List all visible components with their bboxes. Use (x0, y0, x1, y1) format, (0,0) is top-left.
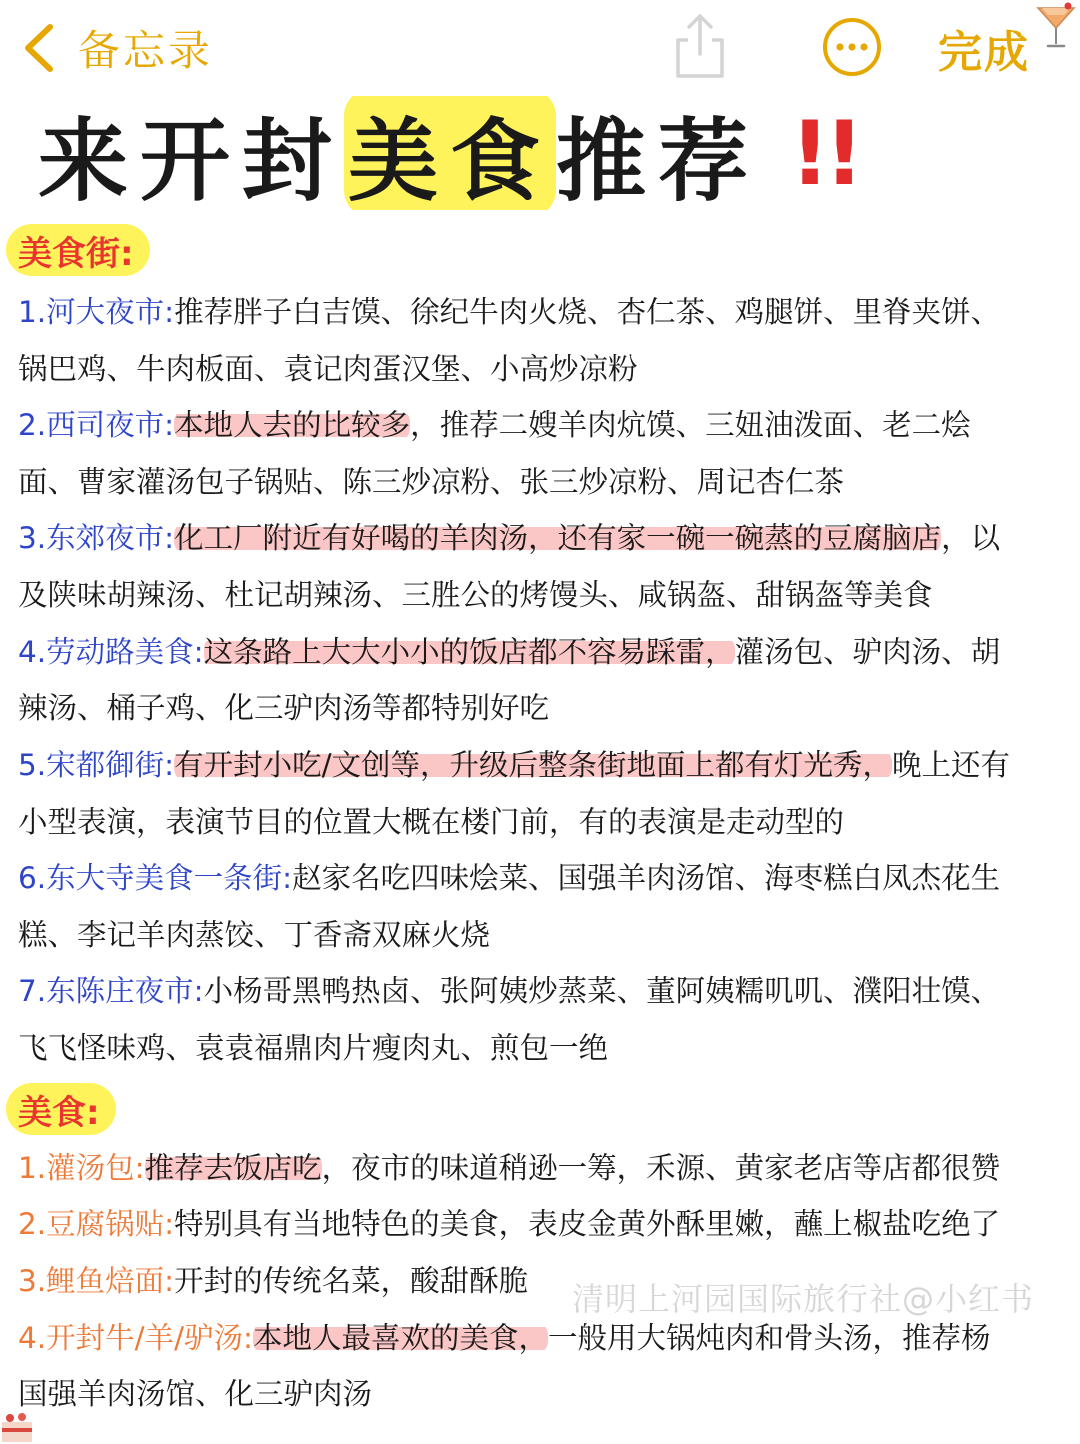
item-label: 3.鲤鱼焙面: (18, 1264, 175, 1298)
item-text: 特别具有当地特色的美食，表皮金黄外酥里嫩，蘸上椒盐吃绝了 (174, 1207, 1001, 1241)
item-label: 5.宋都御街: (18, 748, 175, 782)
section-header-food-streets: 美食街: (6, 224, 150, 276)
list-item (18, 966, 1000, 1016)
page-title (38, 98, 859, 214)
item-label: 7.东陈庄夜市: (18, 974, 204, 1008)
item-text: ，以 (941, 521, 1001, 555)
title-exclaim: !! (790, 101, 859, 205)
list-item (18, 287, 1000, 337)
list-item (18, 853, 1000, 903)
item-text: 锅巴鸡、牛肉板面、袁记肉蛋汉堡、小高炒凉粉 (18, 352, 638, 386)
item-mark: 化工厂附近有好喝的羊肉汤，还有家一碗一碗蒸的豆腐脑店 (174, 521, 942, 555)
list-item (18, 910, 490, 960)
item-text: 及陕味胡辣汤、杜记胡辣汤、三胜公的烤馒头、咸锅盔、甜锅盔等美食 (18, 578, 933, 612)
list-item (18, 1199, 1000, 1249)
item-label: 1.河大夜市: (18, 295, 175, 329)
list-item (18, 1256, 528, 1306)
item-label: 4.开封牛/羊/驴汤: (18, 1321, 253, 1355)
list-item (18, 344, 638, 394)
nav-bar (0, 0, 1080, 96)
title-part2: 推荐 (556, 109, 760, 214)
section-header-foods: 美食: (6, 1083, 116, 1135)
watermark: 清明上河园国际旅行社@小红书 (572, 1280, 1035, 1318)
item-label: 4.劳动路美食: (18, 635, 204, 669)
list-item (18, 683, 549, 733)
item-text: 晚上还有 (892, 748, 1011, 782)
more-icon[interactable] (822, 17, 882, 77)
list-item (18, 1313, 991, 1363)
back-label: 备忘录 (78, 26, 214, 75)
item-label: 3.东郊夜市: (18, 521, 175, 555)
item-text: 辣汤、桶子鸡、化三驴肉汤等都特别好吃 (18, 691, 550, 725)
back-button[interactable] (18, 18, 213, 78)
done-button[interactable]: 完成 (938, 27, 1030, 78)
item-text: 灌汤包、驴肉汤、胡 (734, 635, 1001, 669)
item-label: 2.豆腐锅贴: (18, 1207, 175, 1241)
list-item (18, 797, 844, 847)
title-part1: 来开封 (38, 109, 344, 214)
chevron-left-icon (18, 21, 62, 75)
item-text: 糕、李记羊肉蒸饺、丁香斋双麻火烧 (18, 918, 491, 952)
item-text: 赵家名吃四味烩菜、国强羊肉汤馆、海枣糕白凤杰花生 (292, 861, 1001, 895)
cocktail-icon (1034, 2, 1078, 50)
item-text: 开封的传统名菜，酸甜酥脆 (174, 1264, 529, 1298)
item-text: 小型表演，表演节目的位置大概在楼门前，有的表演是走动型的 (18, 805, 845, 839)
list-item (18, 740, 1010, 790)
item-text: 一般用大锅炖肉和骨头汤，推荐杨 (547, 1321, 991, 1355)
list-item (18, 457, 844, 507)
list-item (18, 400, 971, 450)
item-text: ，推荐二嫂羊肉炕馍、三妞油泼面、老二烩 (410, 408, 971, 442)
item-text: ，夜市的味道稍逊一筹，禾源、黄家老店等店都很赞 (321, 1151, 1001, 1185)
list-item (18, 513, 1000, 563)
list-item (18, 1023, 608, 1073)
item-mark: 这条路上大大小小的饭店都不容易踩雷， (203, 635, 735, 669)
item-text: 推荐胖子白吉馍、徐纪牛肉火烧、杏仁茶、鸡腿饼、里脊夹饼、 (174, 295, 1001, 329)
title-highlight: 美食 (344, 88, 556, 218)
item-mark: 推荐去饭店吃 (144, 1151, 322, 1185)
item-label: 2.西司夜市: (18, 408, 175, 442)
list-item (18, 570, 933, 620)
share-icon[interactable] (670, 10, 730, 80)
item-mark: 本地人最喜欢的美食， (252, 1321, 548, 1355)
item-mark: 有开封小吃/文创等，升级后整条街地面上都有灯光秀， (174, 748, 893, 782)
item-text: 小杨哥黑鸭热卤、张阿姨炒蒸菜、董阿姨糯叽叽、濮阳壮馍、 (203, 974, 1001, 1008)
item-text: 面、曹家灌汤包子锅贴、陈三炒凉粉、张三炒凉粉、周记杏仁茶 (18, 465, 845, 499)
item-label: 1.灌汤包: (18, 1151, 145, 1185)
item-text: 飞飞怪味鸡、袁袁福鼎肉片瘦肉丸、煎包一绝 (18, 1031, 609, 1065)
cake-icon (0, 1404, 40, 1444)
item-label: 6.东大寺美食一条街: (18, 861, 293, 895)
list-item (18, 627, 1000, 677)
item-text: 国强羊肉汤馆、化三驴肉汤 (18, 1377, 373, 1411)
list-item (18, 1369, 372, 1419)
item-mark: 本地人去的比较多 (174, 408, 411, 442)
list-item (18, 1143, 1000, 1193)
